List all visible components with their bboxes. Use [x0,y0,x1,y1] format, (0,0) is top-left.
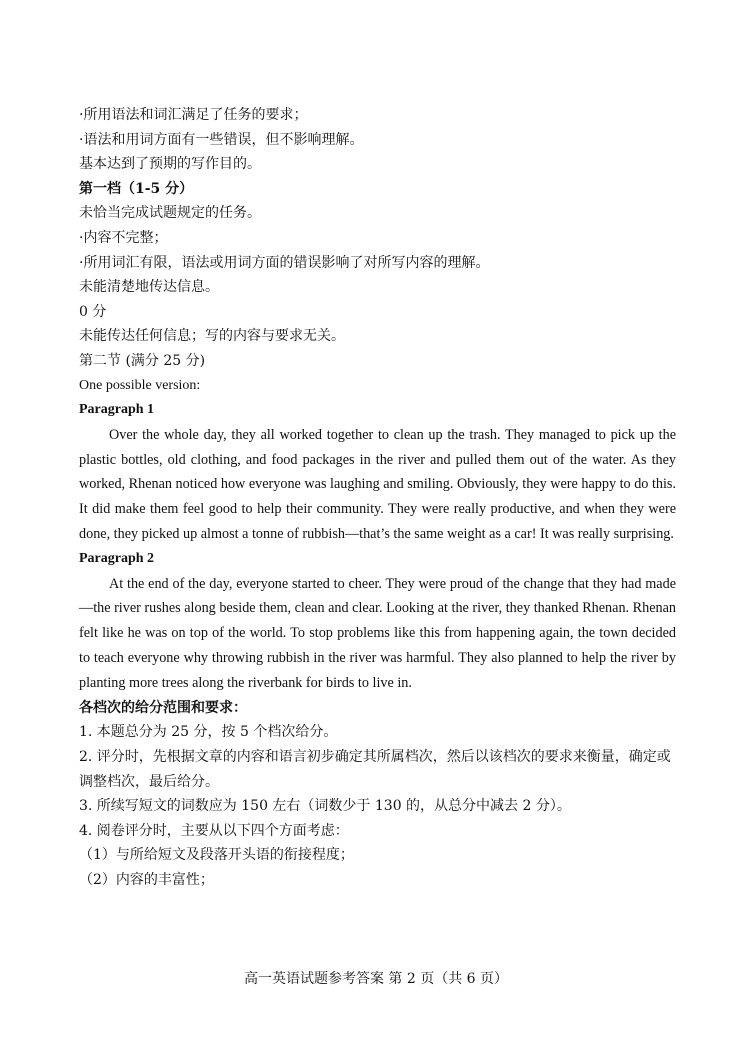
grading-subitem: （1）与所给短文及段落开头语的衔接程度； [79,847,354,864]
grading-heading: 各档次的给分范围和要求： [79,699,247,716]
criteria-line: 基本达到了预期的写作目的。 [79,156,261,173]
paragraph2-label: Paragraph 2 [79,550,155,566]
tier1-line: ·所用词汇有限，语法或用词方面的错误影响了对所写内容的理解。 [79,254,490,271]
criteria-line: ·所用语法和词汇满足了任务的要求； [79,107,308,123]
page-content [79,103,676,893]
tier1-line: 未恰当完成试题规定的任务。 [79,205,261,222]
grading-item: 2. 评分时，先根据文章的内容和语言初步确定其所属档次，然后以该档次的要求来衡量，确定或调整档次，最后给分。 [79,748,671,790]
grading-item: 4. 阅卷评分时，主要从以下四个方面考虑： [79,822,349,839]
paragraph1-label: Paragraph 1 [79,402,155,418]
criteria-line: ·语法和用词方面有一些错误，但不影响理解。 [79,131,364,148]
tier1-line: ·内容不完整； [79,229,168,246]
section2-heading: 第二节 (满分 25 分) [79,352,206,369]
grading-item: 3. 所续写短文的词数应为 150 左右（词数少于 130 的，从总分中减去 2 分）。 [79,798,571,815]
paragraph2-text: At the end of the day, everyone started to cheer. They were proud of the change that they had made—the river rushes along beside them, clean and clear. Looking at the river, they thanked Rhenan. Rhenan felt like he was on top of the world. To stop problems like this from happening again, the town decided to teach everyone why throwing rubbish in the river was harmful. They also planned to help the river by planting more trees along the riverbank for birds to live in. [79,575,676,691]
page-footer: 高一英语试题参考答案 第 2 页（共 6 页） [243,971,509,987]
grading-subitem: （2）内容的丰富性； [79,871,214,888]
grading-item: 1. 本题总分为 25 分，按 5 个档次给分。 [79,724,338,741]
tier1-heading: 第一档（1-5 分） [79,180,194,197]
zero-score-text: 未能传达任何信息；写的内容与要求无关。 [79,328,345,345]
zero-score-label: 0 分 [79,303,107,320]
tier1-line: 未能清楚地传达信息。 [79,279,219,296]
paragraph1-text: Over the whole day, they all worked together to clean up the trash. They managed to pick up the plastic bottles, old clothing, and food packages in the river and pulled them out of the water. As they worked, Rhenan noticed how everyone was laughing and smiling. Obviously, they were happy to do this. It did make them feel good to help their community. They were really productive, and when they were done, they picked up almost a tonne of rubbish—that’s the same weight as a car! It was really surprising. [79,426,676,543]
possible-version-intro: One possible version: [79,377,201,393]
